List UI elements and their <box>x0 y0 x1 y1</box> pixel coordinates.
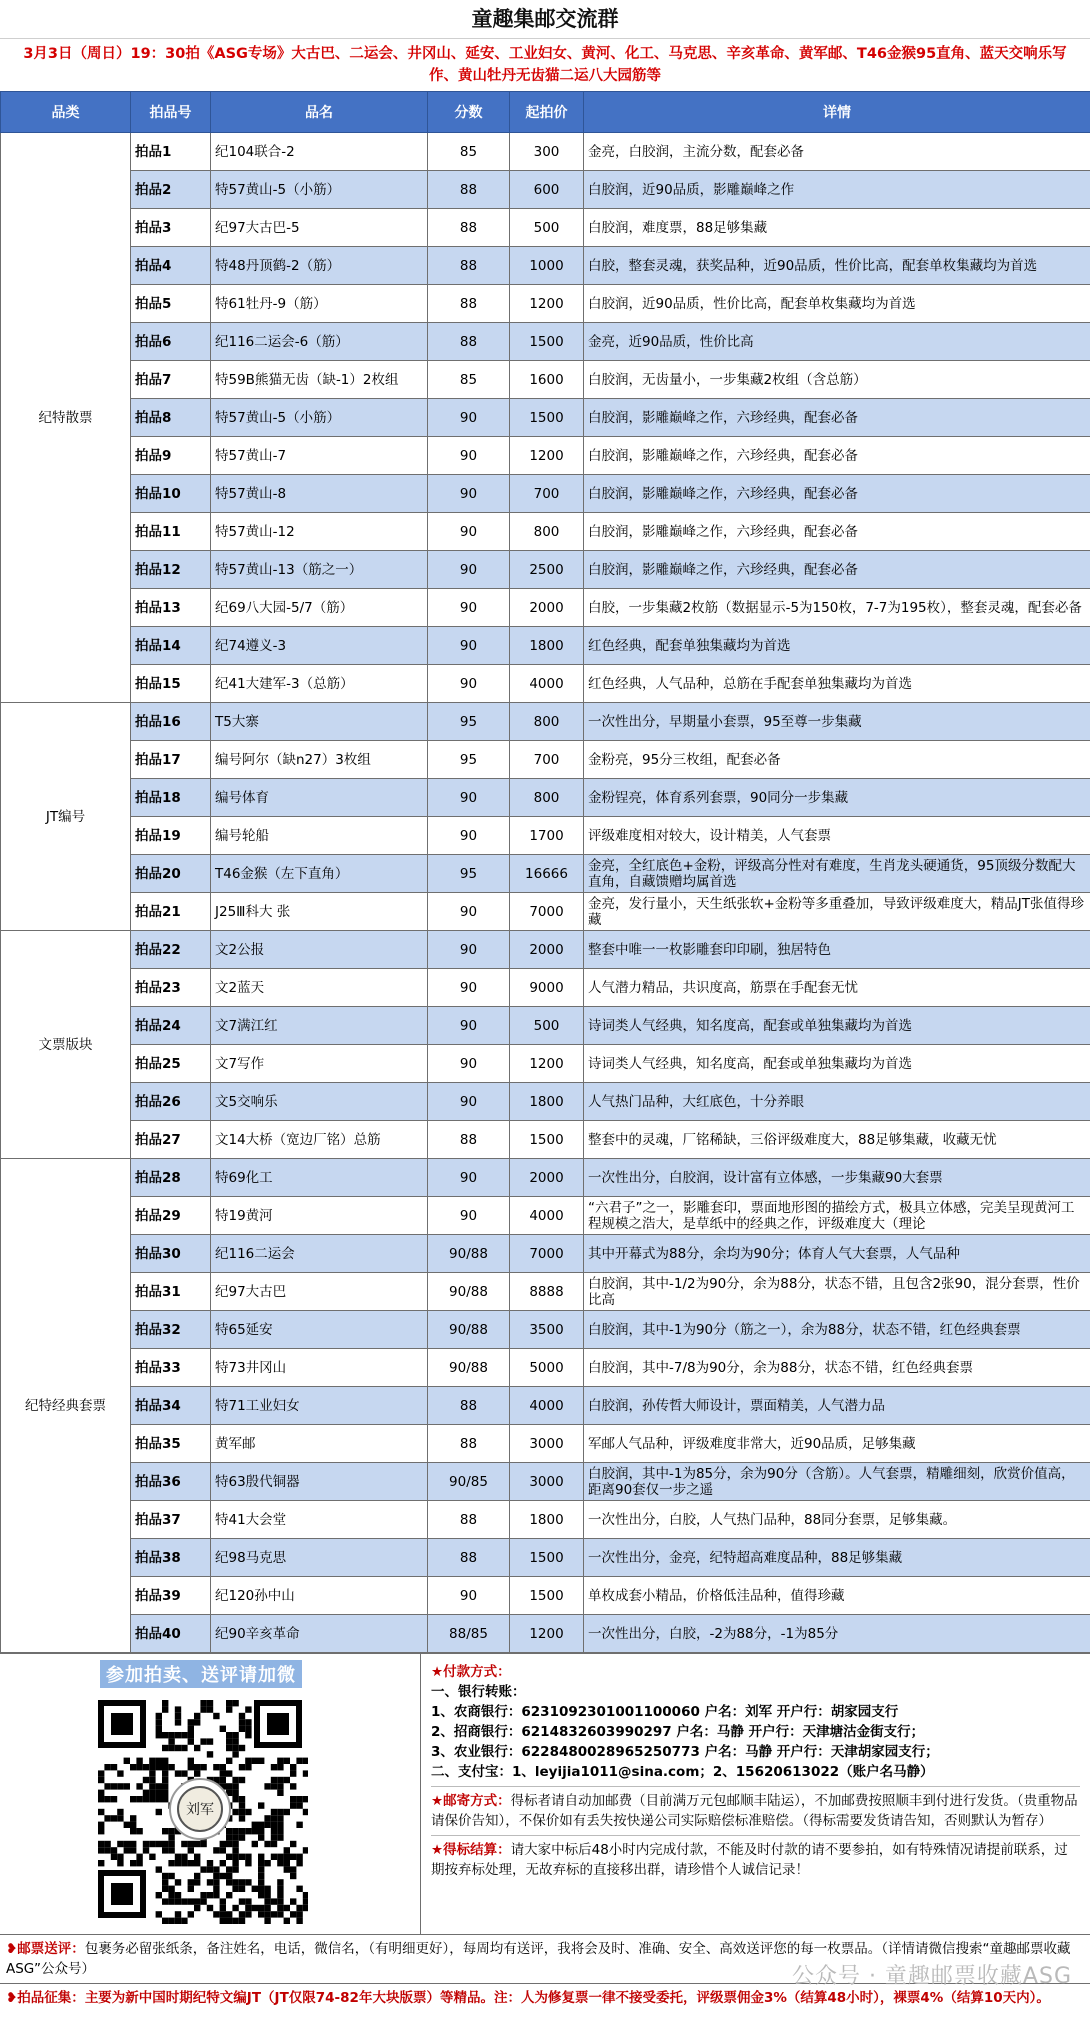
item-name-cell: 编号体育 <box>211 779 428 817</box>
grade-cell: 90 <box>428 551 510 589</box>
lot-number-cell: 拍品4 <box>131 247 211 285</box>
shipping-info <box>431 1786 1080 1831</box>
start-price-cell: 2000 <box>510 589 584 627</box>
item-name-cell: 特63殷代铜器 <box>211 1463 428 1501</box>
details-cell: 人气热门品种，大红底色，十分养眼 <box>584 1083 1090 1121</box>
table-row <box>1 1577 1090 1615</box>
qr-panel <box>0 1654 421 1934</box>
bank-account-1: 1、农商银行：6231092301001100060 户名：刘军 开户行：胡家园支行 <box>431 1704 899 1720</box>
start-price-cell: 1500 <box>510 1121 584 1159</box>
start-price-cell: 2000 <box>510 931 584 969</box>
lot-number-cell: 拍品18 <box>131 779 211 817</box>
lot-number-cell: 拍品27 <box>131 1121 211 1159</box>
start-price-cell: 4000 <box>510 1197 584 1235</box>
lot-number-cell: 拍品3 <box>131 209 211 247</box>
lot-number-cell: 拍品10 <box>131 475 211 513</box>
grade-cell: 90 <box>428 817 510 855</box>
grade-cell: 90/88 <box>428 1311 510 1349</box>
item-name-cell: 特73井冈山 <box>211 1349 428 1387</box>
table-row <box>1 665 1090 703</box>
header-details: 详情 <box>584 92 1090 133</box>
table-row <box>1 1311 1090 1349</box>
lot-number-cell: 拍品25 <box>131 1045 211 1083</box>
table-row <box>1 551 1090 589</box>
appraisal-label: ❥邮票送评： <box>6 1941 85 1957</box>
grade-cell: 90/88 <box>428 1349 510 1387</box>
lot-number-cell: 拍品16 <box>131 703 211 741</box>
table-row <box>1 1387 1090 1425</box>
start-price-cell: 1800 <box>510 1501 584 1539</box>
shipping-heading: ★邮寄方式： <box>431 1793 511 1809</box>
details-cell: 人气潜力精品，共识度高，筋票在手配套无忧 <box>584 969 1090 1007</box>
item-name-cell: 纪104联合-2 <box>211 133 428 171</box>
header-grade: 分数 <box>428 92 510 133</box>
grade-cell: 90 <box>428 931 510 969</box>
grade-cell: 88 <box>428 1501 510 1539</box>
lot-number-cell: 拍品15 <box>131 665 211 703</box>
details-cell: “六君子”之一，影雕套印，票面地形图的描绘方式，极具立体感，完美呈现黄河工程规模之浩大，是草纸中的经典之作，评级难度大（理论 <box>584 1197 1090 1235</box>
grade-cell: 90/88 <box>428 1235 510 1273</box>
details-cell: 单枚成套小精品，价格低洼品种，值得珍藏 <box>584 1577 1090 1615</box>
table-row <box>1 589 1090 627</box>
start-price-cell: 8888 <box>510 1273 584 1311</box>
lot-number-cell: 拍品35 <box>131 1425 211 1463</box>
details-cell: 整套中唯一一枚影雕套印印刷，独居特色 <box>584 931 1090 969</box>
lot-number-cell: 拍品11 <box>131 513 211 551</box>
grade-cell: 88 <box>428 247 510 285</box>
table-row <box>1 779 1090 817</box>
lot-number-cell: 拍品32 <box>131 1311 211 1349</box>
table-row <box>1 513 1090 551</box>
table-row <box>1 1045 1090 1083</box>
item-name-cell: 文14大桥（宽边厂铭）总筋 <box>211 1121 428 1159</box>
lot-number-cell: 拍品19 <box>131 817 211 855</box>
item-name-cell: 文7满江红 <box>211 1007 428 1045</box>
start-price-cell: 7000 <box>510 1235 584 1273</box>
table-row <box>1 361 1090 399</box>
start-price-cell: 1800 <box>510 627 584 665</box>
item-name-cell: 特57黄山-12 <box>211 513 428 551</box>
start-price-cell: 1500 <box>510 1539 584 1577</box>
details-cell: 白胶润，影雕巅峰之作，六珍经典，配套必备 <box>584 437 1090 475</box>
bank-account-3: 3、农业银行：6228480028965250773 户名：马静 开户行：天津胡家园支行； <box>431 1744 939 1760</box>
item-name-cell: 特48丹顶鹤-2（筋） <box>211 247 428 285</box>
appraisal-text: 包裹务必留张纸条，备注姓名，电话，微信名，（有明细更好），每周均有送评，我将会及时、准确、安全、高效送评您的每一枚票品。（详情请微信搜索“童趣邮票收藏ASG”公众号） <box>6 1941 1071 1977</box>
start-price-cell: 2000 <box>510 1159 584 1197</box>
start-price-cell: 4000 <box>510 1387 584 1425</box>
lot-number-cell: 拍品39 <box>131 1577 211 1615</box>
details-cell: 红色经典，人气品种，总筋在手配套单独集藏均为首选 <box>584 665 1090 703</box>
header-category: 品类 <box>1 92 131 133</box>
details-cell: 一次性出分，早期量小套票，95至尊一步集藏 <box>584 703 1090 741</box>
start-price-cell: 600 <box>510 171 584 209</box>
auction-subtitle: 3月3日（周日）19：30拍《ASG专场》大古巴、二运会、井冈山、延安、工业妇女、黄河、化工、马克思、辛亥革命、黄军邮、T46金猴95直角、蓝天交响乐写作、黄山牡丹无齿猫二运八大园筋等 <box>23 46 1067 84</box>
start-price-cell: 2500 <box>510 551 584 589</box>
start-price-cell: 3500 <box>510 1311 584 1349</box>
lot-number-cell: 拍品14 <box>131 627 211 665</box>
category-cell: JT编号 <box>1 703 131 931</box>
details-cell: 金亮，白胶润，主流分数，配套必备 <box>584 133 1090 171</box>
details-cell: 金粉亮，95分三枚组，配套必备 <box>584 741 1090 779</box>
start-price-cell: 9000 <box>510 969 584 1007</box>
details-cell: 一次性出分，白胶润，设计富有立体感，一步集藏90大套票 <box>584 1159 1090 1197</box>
item-name-cell: 纪120孙中山 <box>211 1577 428 1615</box>
lot-number-cell: 拍品33 <box>131 1349 211 1387</box>
lot-number-cell: 拍品29 <box>131 1197 211 1235</box>
grade-cell: 90 <box>428 1045 510 1083</box>
details-cell: 金亮，全红底色+金粉，评级高分性对有难度，生肖龙头硬通货，95顶级分数配大直角，自藏馈赠均属首选 <box>584 855 1090 893</box>
item-name-cell: 纪97大古巴-5 <box>211 209 428 247</box>
lot-number-cell: 拍品2 <box>131 171 211 209</box>
grade-cell: 90 <box>428 1159 510 1197</box>
item-name-cell: 特19黄河 <box>211 1197 428 1235</box>
table-header-row <box>1 92 1090 133</box>
table-row <box>1 475 1090 513</box>
lot-number-cell: 拍品8 <box>131 399 211 437</box>
start-price-cell: 500 <box>510 209 584 247</box>
grade-cell: 90/88 <box>428 1273 510 1311</box>
start-price-cell: 1200 <box>510 1045 584 1083</box>
start-price-cell: 1200 <box>510 1615 584 1653</box>
start-price-cell: 800 <box>510 513 584 551</box>
collection-text: 主要为新中国时期纪特文编JT（JT仅限74-82年大块版票）等精品。注：人为修复票一律不接受委托，评级票佣金3%（结算48小时），裸票4%（结算10天内）。 <box>84 1990 1050 2006</box>
item-name-cell: 特57黄山-7 <box>211 437 428 475</box>
item-name-cell: 特59B熊猫无齿（缺-1）2枚组 <box>211 361 428 399</box>
details-cell: 白胶润，孙传哲大师设计，票面精美，人气潜力品 <box>584 1387 1090 1425</box>
settlement-heading: ★得标结算： <box>431 1842 511 1858</box>
details-cell: 一次性出分，白胶，-2为88分，-1为85分 <box>584 1615 1090 1653</box>
item-name-cell: T46金猴（左下直角） <box>211 855 428 893</box>
grade-cell: 90/85 <box>428 1463 510 1501</box>
bank-transfer-heading: 一、银行转账： <box>431 1684 526 1700</box>
lot-number-cell: 拍品34 <box>131 1387 211 1425</box>
table-row <box>1 931 1090 969</box>
bank-account-2: 2、招商银行：6214832603990297 户名：马静 开户行：天津塘沽金街支行； <box>431 1724 925 1740</box>
details-cell: 评级难度相对较大，设计精美，人气套票 <box>584 817 1090 855</box>
lot-number-cell: 拍品13 <box>131 589 211 627</box>
qr-center-avatar: 刘军 <box>186 1802 214 1818</box>
item-name-cell: 编号阿尔（缺n27）3枚组 <box>211 741 428 779</box>
item-name-cell: 纪116二运会-6（筋） <box>211 323 428 361</box>
grade-cell: 88 <box>428 171 510 209</box>
item-name-cell: 文2公报 <box>211 931 428 969</box>
lot-number-cell: 拍品1 <box>131 133 211 171</box>
item-name-cell: 特41大会堂 <box>211 1501 428 1539</box>
table-row <box>1 855 1090 893</box>
category-cell: 文票版块 <box>1 931 131 1159</box>
details-cell: 白胶润，其中-1为85分，余为90分（含筋）。人气套票，精雕细刻，欣赏价值高，距离90套仅一步之遥 <box>584 1463 1090 1501</box>
start-price-cell: 1500 <box>510 399 584 437</box>
item-name-cell: 纪74遵义-3 <box>211 627 428 665</box>
lot-number-cell: 拍品9 <box>131 437 211 475</box>
start-price-cell: 1500 <box>510 1577 584 1615</box>
table-row <box>1 1197 1090 1235</box>
lot-number-cell: 拍品40 <box>131 1615 211 1653</box>
table-row <box>1 1235 1090 1273</box>
item-name-cell: J25Ⅲ科大 张 <box>211 893 428 931</box>
table-row <box>1 285 1090 323</box>
lot-number-cell: 拍品7 <box>131 361 211 399</box>
start-price-cell: 1800 <box>510 1083 584 1121</box>
start-price-cell: 1500 <box>510 323 584 361</box>
item-name-cell: 特57黄山-5（小筋） <box>211 171 428 209</box>
start-price-cell: 700 <box>510 741 584 779</box>
lot-number-cell: 拍品26 <box>131 1083 211 1121</box>
lot-number-cell: 拍品23 <box>131 969 211 1007</box>
start-price-cell: 5000 <box>510 1349 584 1387</box>
grade-cell: 90 <box>428 1197 510 1235</box>
table-row <box>1 741 1090 779</box>
lot-number-cell: 拍品31 <box>131 1273 211 1311</box>
grade-cell: 90 <box>428 1083 510 1121</box>
wechat-qr-code[interactable] <box>92 1694 308 1924</box>
grade-cell: 88/85 <box>428 1615 510 1653</box>
details-cell: 白胶，一步集藏2枚筋（数据显示-5为150枚，7-7为195枚），整套灵魂，配套必备 <box>584 589 1090 627</box>
grade-cell: 90 <box>428 399 510 437</box>
start-price-cell: 800 <box>510 779 584 817</box>
grade-cell: 90 <box>428 513 510 551</box>
item-name-cell: 纪90辛亥革命 <box>211 1615 428 1653</box>
details-cell: 白胶润，无齿量小，一步集藏2枚组（含总筋） <box>584 361 1090 399</box>
category-cell: 纪特经典套票 <box>1 1159 131 1653</box>
payment-heading: ★付款方式： <box>431 1664 511 1680</box>
details-cell: 军邮人气品种，评级难度非常大，近90品质，足够集藏 <box>584 1425 1090 1463</box>
info-panel <box>0 1653 1090 1934</box>
grade-cell: 88 <box>428 1539 510 1577</box>
item-name-cell: 特57黄山-8 <box>211 475 428 513</box>
details-cell: 白胶润，近90品质，性价比高，配套单枚集藏均为首选 <box>584 285 1090 323</box>
item-name-cell: 纪98马克思 <box>211 1539 428 1577</box>
grade-cell: 90 <box>428 779 510 817</box>
item-name-cell: 特57黄山-13（筋之一） <box>211 551 428 589</box>
grade-cell: 90 <box>428 1577 510 1615</box>
start-price-cell: 7000 <box>510 893 584 931</box>
start-price-cell: 700 <box>510 475 584 513</box>
details-cell: 白胶润，影雕巅峰之作，六珍经典，配套必备 <box>584 513 1090 551</box>
settlement-text: 请大家中标后48小时内完成付款，不能及时付款的请不要参拍，如有特殊情况请提前联系，过期按弃标处理，无故弃标的直接移出群，请珍惜个人诚信记录！ <box>431 1842 1068 1878</box>
grade-cell: 90 <box>428 475 510 513</box>
grade-cell: 90 <box>428 437 510 475</box>
details-cell: 整套中的灵魂，厂铭稀缺，三俗评级难度大，88足够集藏，收藏无忧 <box>584 1121 1090 1159</box>
details-cell: 白胶润，其中-1为90分（筋之一），余为88分，状态不错，红色经典套票 <box>584 1311 1090 1349</box>
item-name-cell: 特69化工 <box>211 1159 428 1197</box>
details-cell: 白胶润，其中-1/2为90分，余为88分，状态不错，且包含2张90，混分套票，性价比高 <box>584 1273 1090 1311</box>
item-name-cell: 纪41大建军-3（总筋） <box>211 665 428 703</box>
details-cell: 红色经典，配套单独集藏均为首选 <box>584 627 1090 665</box>
header-start-price: 起拍价 <box>510 92 584 133</box>
start-price-cell: 300 <box>510 133 584 171</box>
table-row <box>1 399 1090 437</box>
grade-cell: 95 <box>428 741 510 779</box>
table-row <box>1 133 1090 171</box>
lot-number-cell: 拍品5 <box>131 285 211 323</box>
grade-cell: 88 <box>428 285 510 323</box>
lot-number-cell: 拍品22 <box>131 931 211 969</box>
start-price-cell: 3000 <box>510 1425 584 1463</box>
table-row <box>1 1615 1090 1653</box>
grade-cell: 88 <box>428 1387 510 1425</box>
lot-number-cell: 拍品20 <box>131 855 211 893</box>
grade-cell: 88 <box>428 323 510 361</box>
grade-cell: 90 <box>428 969 510 1007</box>
grade-cell: 90 <box>428 893 510 931</box>
item-name-cell: 文2蓝天 <box>211 969 428 1007</box>
table-row <box>1 1273 1090 1311</box>
table-row <box>1 627 1090 665</box>
table-row <box>1 1083 1090 1121</box>
table-row <box>1 1539 1090 1577</box>
item-name-cell: 特61牡丹-9（筋） <box>211 285 428 323</box>
item-name-cell: 纪116二运会 <box>211 1235 428 1273</box>
details-cell: 金粉锃亮，体育系列套票，90同分一步集藏 <box>584 779 1090 817</box>
table-row <box>1 247 1090 285</box>
table-row <box>1 1159 1090 1197</box>
item-name-cell: 文5交响乐 <box>211 1083 428 1121</box>
qr-title: 参加拍卖、送评请加微 <box>100 1660 302 1688</box>
start-price-cell: 500 <box>510 1007 584 1045</box>
item-name-cell: 纪97大古巴 <box>211 1273 428 1311</box>
table-row <box>1 1007 1090 1045</box>
start-price-cell: 1200 <box>510 437 584 475</box>
table-row <box>1 703 1090 741</box>
start-price-cell: 3000 <box>510 1463 584 1501</box>
collection-label: ❥拍品征集： <box>6 1990 85 2006</box>
start-price-cell: 1200 <box>510 285 584 323</box>
item-name-cell: 特71工业妇女 <box>211 1387 428 1425</box>
lot-number-cell: 拍品38 <box>131 1539 211 1577</box>
lot-number-cell: 拍品36 <box>131 1463 211 1501</box>
lot-number-cell: 拍品6 <box>131 323 211 361</box>
table-row <box>1 209 1090 247</box>
lot-number-cell: 拍品12 <box>131 551 211 589</box>
table-row <box>1 437 1090 475</box>
details-cell: 其中开幕式为88分，余均为90分；体育人气大套票，人气品种 <box>584 1235 1090 1273</box>
grade-cell: 95 <box>428 855 510 893</box>
item-name-cell: 纪69八大园-5/7（筋） <box>211 589 428 627</box>
lot-number-cell: 拍品28 <box>131 1159 211 1197</box>
grade-cell: 90 <box>428 1007 510 1045</box>
details-cell: 金亮，发行量小，天生纸张软+金粉等多重叠加，导致评级难度大，精品JT张值得珍藏 <box>584 893 1090 931</box>
table-row <box>1 323 1090 361</box>
lot-number-cell: 拍品24 <box>131 1007 211 1045</box>
details-cell: 白胶润，影雕巅峰之作，六珍经典，配套必备 <box>584 399 1090 437</box>
table-row <box>1 893 1090 931</box>
item-name-cell: 特65延安 <box>211 1311 428 1349</box>
grade-cell: 90 <box>428 589 510 627</box>
grade-cell: 90 <box>428 627 510 665</box>
table-row <box>1 1349 1090 1387</box>
table-row <box>1 171 1090 209</box>
grade-cell: 85 <box>428 361 510 399</box>
table-row <box>1 1463 1090 1501</box>
start-price-cell: 1700 <box>510 817 584 855</box>
details-cell: 白胶润，影雕巅峰之作，六珍经典，配套必备 <box>584 475 1090 513</box>
shipping-text: 得标者请自动加邮费（目前满万元包邮顺丰陆运），不加邮费按照顺丰到付进行发货。（贵重物品请保价告知），不保价如有丢失按快递公司实际赔偿标准赔偿。（得标需要发货请告知，否则默认为暂存） <box>431 1793 1078 1829</box>
item-name-cell: 黄军邮 <box>211 1425 428 1463</box>
alipay-info: 二、支付宝：1、leyijia1011@sina.com；2、15620613022（账户名马静） <box>431 1764 934 1780</box>
grade-cell: 90 <box>428 665 510 703</box>
table-row <box>1 817 1090 855</box>
page-title: 童趣集邮交流群 <box>0 0 1090 39</box>
details-cell: 一次性出分，白胶，人气热门品种，88同分套票，足够集藏。 <box>584 1501 1090 1539</box>
details-cell: 白胶润，影雕巅峰之作，六珍经典，配套必备 <box>584 551 1090 589</box>
lot-number-cell: 拍品30 <box>131 1235 211 1273</box>
details-cell: 金亮，近90品质，性价比高 <box>584 323 1090 361</box>
settlement-info <box>431 1835 1080 1880</box>
start-price-cell: 1600 <box>510 361 584 399</box>
table-row <box>1 1425 1090 1463</box>
table-row <box>1 1501 1090 1539</box>
table-row <box>1 969 1090 1007</box>
grade-cell: 88 <box>428 1121 510 1159</box>
details-cell: 白胶，整套灵魂，获奖品种，近90品质，性价比高，配套单枚集藏均为首选 <box>584 247 1090 285</box>
details-cell: 白胶润，近90品质，影雕巅峰之作 <box>584 171 1090 209</box>
header-lot-no: 拍品号 <box>131 92 211 133</box>
payment-info <box>421 1654 1090 1934</box>
details-cell: 白胶润，难度票，88足够集藏 <box>584 209 1090 247</box>
start-price-cell: 1000 <box>510 247 584 285</box>
grade-cell: 85 <box>428 133 510 171</box>
grade-cell: 88 <box>428 209 510 247</box>
details-cell: 诗词类人气经典，知名度高，配套或单独集藏均为首选 <box>584 1045 1090 1083</box>
item-name-cell: T5大寨 <box>211 703 428 741</box>
item-name-cell: 文7写作 <box>211 1045 428 1083</box>
lots-table-body <box>1 133 1090 1653</box>
lot-number-cell: 拍品17 <box>131 741 211 779</box>
category-cell: 纪特散票 <box>1 133 131 703</box>
table-row <box>1 1121 1090 1159</box>
details-cell: 一次性出分，金亮，纪特超高难度品种，88足够集藏 <box>584 1539 1090 1577</box>
item-name-cell: 特57黄山-5（小筋） <box>211 399 428 437</box>
lots-table <box>0 91 1090 1653</box>
header-item-name: 品名 <box>211 92 428 133</box>
lot-number-cell: 拍品37 <box>131 1501 211 1539</box>
start-price-cell: 16666 <box>510 855 584 893</box>
item-name-cell: 编号轮船 <box>211 817 428 855</box>
details-cell: 诗词类人气经典，知名度高，配套或单独集藏均为首选 <box>584 1007 1090 1045</box>
start-price-cell: 800 <box>510 703 584 741</box>
wechat-watermark: 公众号 · 童趣邮票收藏ASG <box>791 1964 1072 1989</box>
grade-cell: 88 <box>428 1425 510 1463</box>
lot-number-cell: 拍品21 <box>131 893 211 931</box>
details-cell: 白胶润，其中-7/8为90分，余为88分，状态不错，红色经典套票 <box>584 1349 1090 1387</box>
start-price-cell: 4000 <box>510 665 584 703</box>
grade-cell: 95 <box>428 703 510 741</box>
